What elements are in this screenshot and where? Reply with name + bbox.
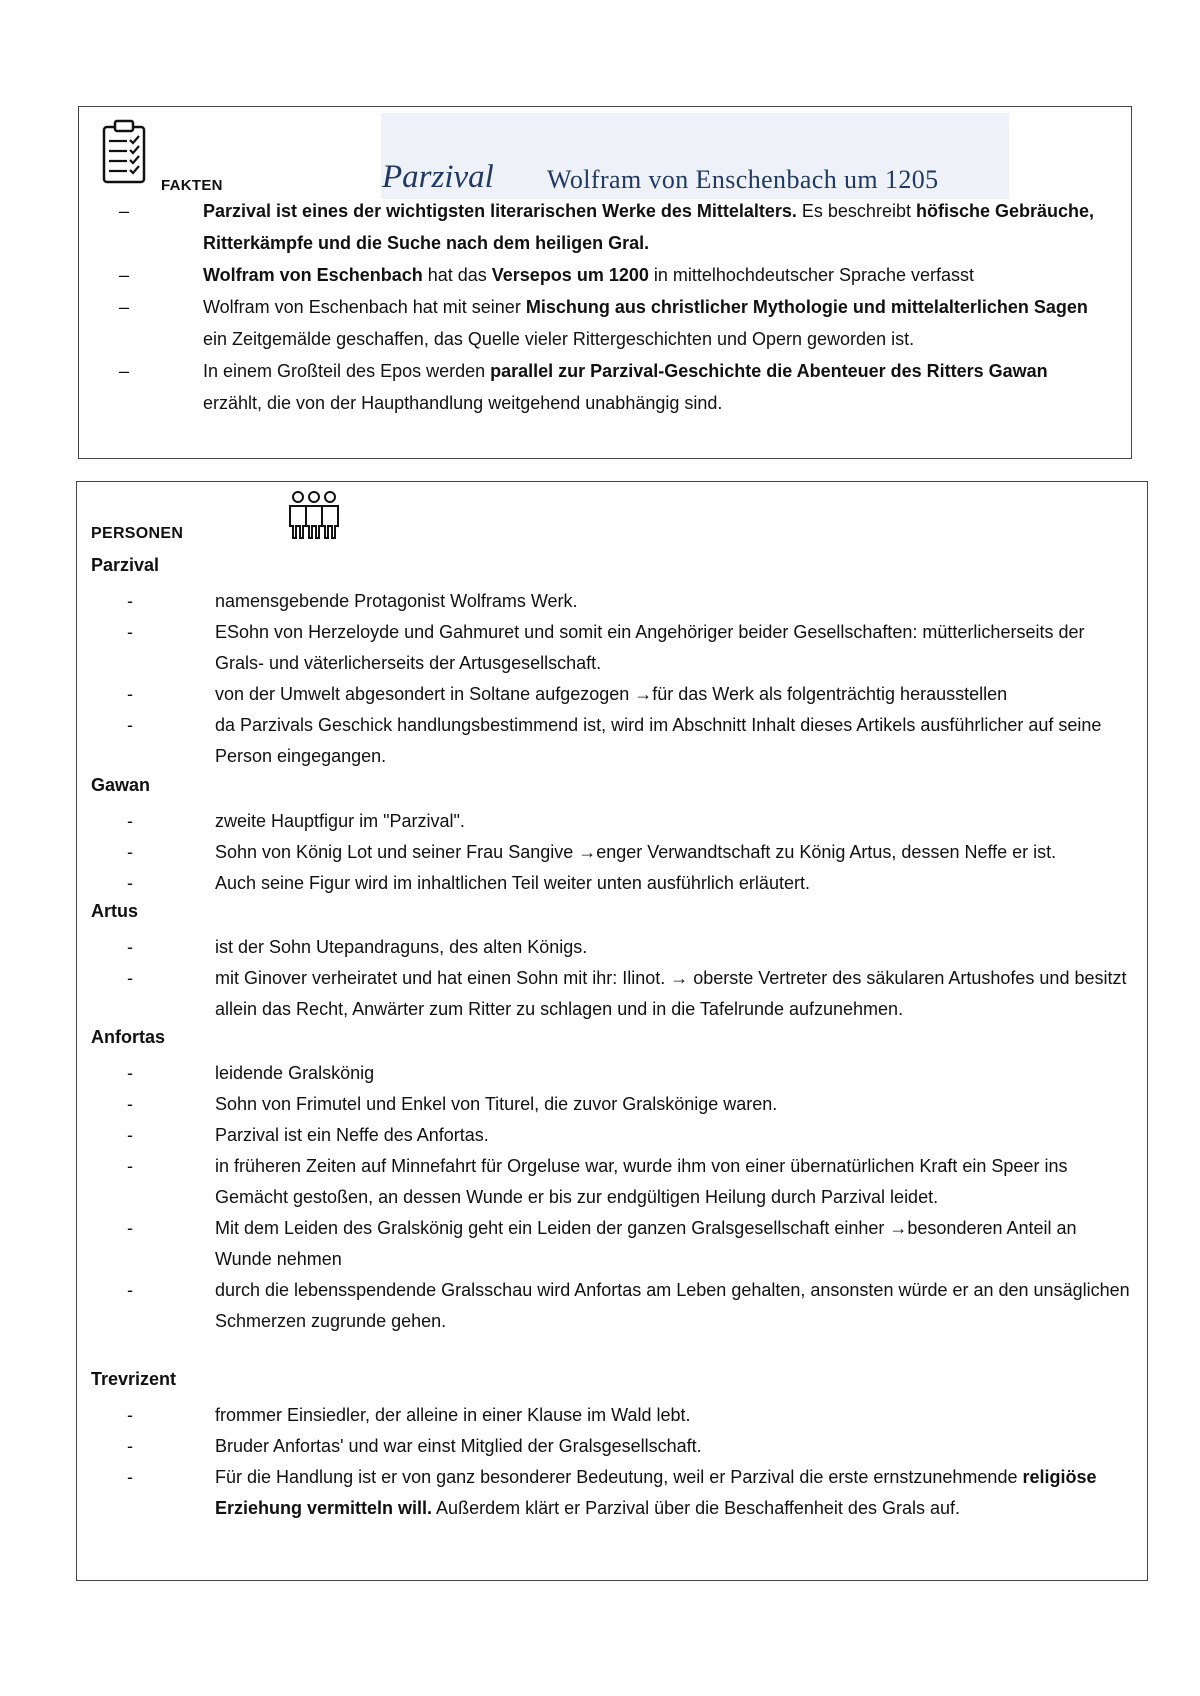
text-segment: ESohn von Herzeloyde und Gahmuret und somit ein Angehöriger beider Gesellschaften: mütterlicherseits der Grals- und väterlicherseits der Artusgesellschaft. — [215, 622, 1085, 673]
person-fact-text — [215, 1431, 1137, 1462]
text-segment: von der Umwelt abgesondert in Soltane aufgezogen →für das Werk als folgenträchtig herausstellen — [215, 684, 1008, 704]
text-segment: ist der Sohn Utepandraguns, des alten Königs. — [215, 937, 588, 957]
list-dash: - — [127, 968, 133, 988]
person-fact-item — [127, 1275, 1137, 1337]
text-segment: in mittelhochdeutscher Sprache verfasst — [648, 265, 975, 285]
list-dash: - — [127, 937, 133, 957]
person-fact-text — [215, 679, 1137, 710]
person-fact-text — [215, 1120, 1137, 1151]
text-segment: leidende Gralskönig — [215, 1063, 375, 1083]
person-fact-text — [215, 1151, 1137, 1213]
list-dash: - — [127, 1218, 133, 1238]
person-fact-text — [215, 1400, 1137, 1431]
bold-text: religiöse Erziehung vermitteln will. — [215, 1467, 1097, 1518]
person-name: Artus — [91, 901, 139, 921]
text-segment: in früheren Zeiten auf Minnefahrt für Orgeluse war, wurde ihm von einer übernatürlichen Kraft ein Speer ins Gemächt gestoßen, an dessen Wunde er bis zur endgültigen Heilung durch Parzival leidet. — [215, 1156, 1068, 1207]
text-segment: durch die lebensspendende Gralsschau wird Anfortas am Leben gehalten, ansonsten würde er an den unsäglichen Schmerzen zugrunde gehen. — [215, 1280, 1130, 1331]
list-dash: - — [127, 1094, 133, 1114]
list-dash: – — [119, 201, 130, 221]
list-dash: - — [127, 715, 133, 735]
list-dash: – — [119, 297, 130, 317]
list-dash: - — [127, 842, 133, 862]
text-segment: Für die Handlung ist er von ganz besonderer Bedeutung, weil er Parzival die erste ernstzunehmende — [215, 1467, 1023, 1487]
text-segment: da Parzivals Geschick handlungsbestimmend ist, wird im Abschnitt Inhalt dieses Artikels ausführlicher auf seine Person eingegangen. — [215, 715, 1102, 766]
fact-item — [119, 259, 1099, 291]
person-fact-item — [127, 1151, 1137, 1213]
list-dash: - — [127, 1405, 133, 1425]
person-name: Anfortas — [91, 1027, 166, 1047]
fact-text — [203, 355, 1099, 419]
list-dash: - — [127, 591, 133, 611]
fact-item — [119, 195, 1099, 259]
text-segment: Sohn von Frimutel und Enkel von Titurel, die zuvor Gralskönige waren. — [215, 1094, 778, 1114]
person-fact-item — [127, 586, 1137, 617]
person-fact-item — [127, 679, 1137, 710]
fact-item — [119, 355, 1099, 419]
person-fact-item — [127, 1120, 1137, 1151]
people-group-icon — [287, 490, 341, 545]
person-fact-item — [127, 710, 1137, 772]
person-fact-text — [215, 710, 1137, 772]
list-dash: - — [127, 1436, 133, 1456]
person-fact-text — [215, 1213, 1137, 1275]
person-name: Gawan — [91, 775, 151, 795]
person-fact-text — [215, 1089, 1137, 1120]
bold-text: Wolfram von Eschenbach — [203, 265, 423, 285]
text-segment: zweite Hauptfigur im "Parzival". — [215, 811, 465, 831]
list-dash: - — [127, 1125, 133, 1145]
text-segment: namensgebende Protagonist Wolframs Werk. — [215, 591, 578, 611]
text-segment: Außerdem klärt er Parzival über die Beschaffenheit des Grals auf. — [432, 1498, 960, 1518]
bold-text: höfische Gebräuche, Ritterkämpfe und die Suche nach dem heiligen Gral. — [203, 201, 1095, 253]
person-fact-item — [127, 868, 1137, 899]
person-fact-item — [127, 1089, 1137, 1120]
person-fact-item — [127, 1400, 1137, 1431]
person-fact-text — [215, 1462, 1137, 1524]
person-fact-text — [215, 868, 1137, 899]
person-fact-text — [215, 806, 1137, 837]
facts-label: FAKTEN — [161, 177, 223, 194]
list-dash: - — [127, 1280, 133, 1300]
text-segment: Wolfram von Eschenbach hat mit seiner — [203, 297, 526, 317]
text-segment: Bruder Anfortas' und war einst Mitglied der Gralsgesellschaft. — [215, 1436, 702, 1456]
list-dash: - — [127, 811, 133, 831]
text-segment: ein Zeitgemälde geschaffen, das Quelle vieler Rittergeschichten und Opern geworden ist. — [203, 329, 915, 349]
person-fact-text — [215, 837, 1137, 868]
text-segment: erzählt, die von der Haupthandlung weitgehend unabhängig sind. — [203, 393, 723, 413]
text-segment: Auch seine Figur wird im inhaltlichen Teil weiter unten ausführlich erläutert. — [215, 873, 810, 893]
text-segment: hat das — [422, 265, 492, 285]
persons-box — [76, 481, 1148, 1581]
bold-text: Mischung aus christlicher Mythologie und mittelalterlichen Sagen — [525, 297, 1088, 317]
text-segment: Mit dem Leiden des Gralskönig geht ein Leiden der ganzen Gralsgesellschaft einher →besonderen Anteil an Wunde nehmen — [215, 1218, 1077, 1269]
text-segment: frommer Einsiedler, der alleine in einer Klause im Wald lebt. — [215, 1405, 691, 1425]
text-segment: In einem Großteil des Epos werden — [203, 361, 491, 381]
list-dash: - — [127, 1063, 133, 1083]
person-fact-text — [215, 963, 1137, 1025]
list-dash: - — [127, 1467, 133, 1487]
text-segment: Es beschreibt — [796, 201, 916, 221]
person-fact-item — [127, 932, 1137, 963]
author-line: Wolfram von Enschenbach um 1205 — [547, 165, 939, 194]
bold-text: Parzival ist eines der wichtigsten literarischen Werke des Mittelalters. — [203, 201, 797, 221]
clipboard-checklist-icon — [101, 119, 147, 190]
list-dash: – — [119, 265, 130, 285]
list-dash: – — [119, 361, 130, 381]
bold-text: parallel zur Parzival-Geschichte die Abenteuer des Ritters Gawan — [490, 361, 1048, 381]
person-name: Parzival — [91, 555, 160, 575]
person-fact-text — [215, 617, 1137, 679]
person-fact-item — [127, 806, 1137, 837]
person-fact-item — [127, 837, 1137, 868]
text-segment: Parzival ist ein Neffe des Anfortas. — [215, 1125, 489, 1145]
text-segment: Sohn von König Lot und seiner Frau Sangive →enger Verwandtschaft zu König Artus, dessen Neffe er ist. — [215, 842, 1057, 862]
person-fact-item — [127, 617, 1137, 679]
persons-label: PERSONEN — [91, 525, 184, 542]
person-name: Trevrizent — [91, 1369, 177, 1389]
fact-text — [203, 291, 1099, 355]
person-fact-item — [127, 1213, 1137, 1275]
person-fact-item — [127, 963, 1137, 1025]
list-dash: - — [127, 684, 133, 704]
person-fact-item — [127, 1462, 1137, 1524]
person-fact-item — [127, 1431, 1137, 1462]
facts-box — [78, 106, 1132, 459]
text-segment: mit Ginover verheiratet und hat einen Sohn mit ihr: Ilinot. → oberste Vertreter des säkularen Artushofes und besitzt allein das Recht, Anwärter zum Ritter zu schlagen und in die Tafelrunde aufzunehmen. — [215, 968, 1127, 1019]
list-dash: - — [127, 622, 133, 642]
bold-text: Versepos um 1200 — [491, 265, 649, 285]
fact-text — [203, 195, 1099, 259]
fact-text — [203, 259, 1099, 291]
page-title: Parzival — [382, 159, 494, 195]
fact-item — [119, 291, 1099, 355]
person-fact-text — [215, 586, 1137, 617]
person-fact-item — [127, 1058, 1137, 1089]
person-fact-text — [215, 1275, 1137, 1337]
list-dash: - — [127, 1156, 133, 1176]
person-fact-text — [215, 1058, 1137, 1089]
person-fact-text — [215, 932, 1137, 963]
list-dash: - — [127, 873, 133, 893]
